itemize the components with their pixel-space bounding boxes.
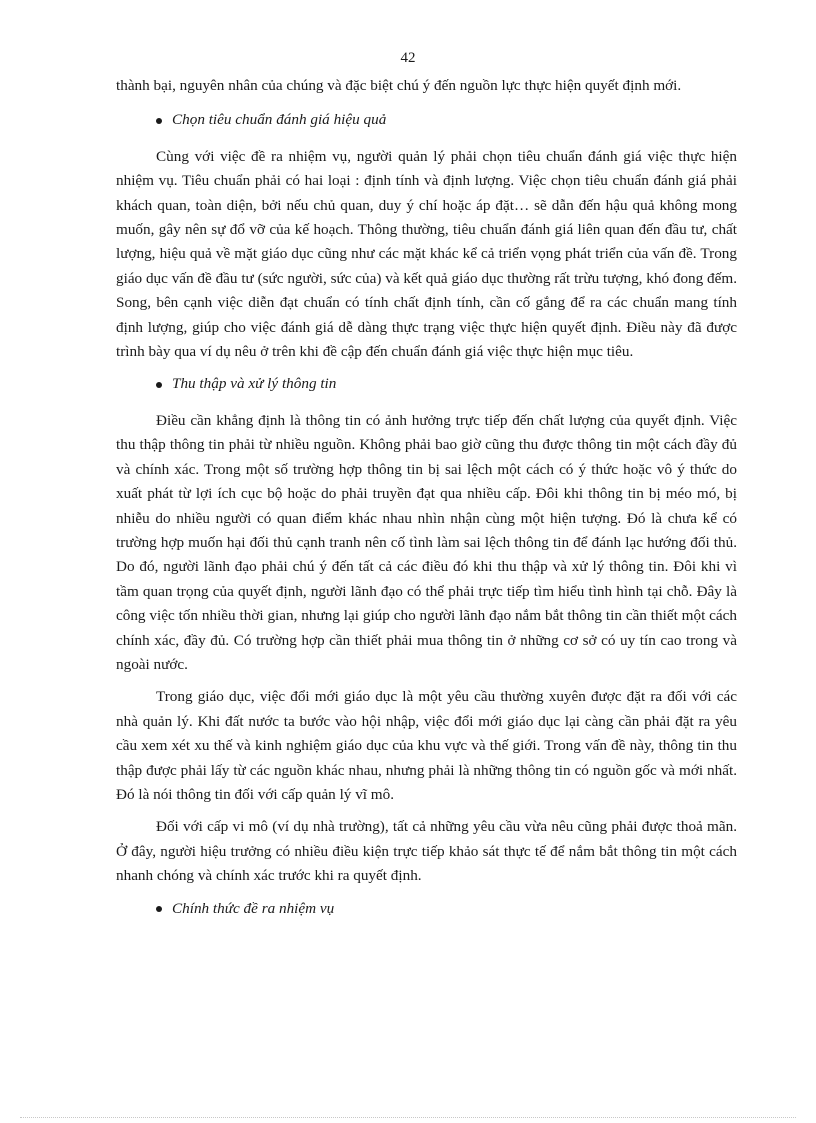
page-number: 42 bbox=[400, 50, 416, 66]
paragraph: Cùng với việc đề ra nhiệm vụ, người quản lý phải chọn tiêu chuẩn đánh giá việc thực hiện nhiệm vụ. Tiêu chuẩn phải có hai loại : định tính và định lượng. Việc chọn tiêu chuẩn đánh giá phải khách quan, toàn diện, bởi nếu chủ quan, duy ý chí hoặc áp đặt… sẽ dẫn đến hậu quả không mong muốn, gây nên sự đổ vỡ của kế hoạch. Thông thường, tiêu chuẩn đánh giá liên quan đến đầu tư, chất lượng, hiệu quả về mặt giáo dục cũng như các mặt khác kể cả triển vọng phát triển của vấn đề. Trong giáo dục vấn đề đầu tư (sức người, sức của) và kết quả giáo dục thường rất trừu tượng, khó đong đếm. Song, bên cạnh việc diễn đạt chuẩn có tính chất định tính, cần cố gắng để ra các chuẩn mang tính định lượng, giúp cho việc đánh giá dễ dàng thực trạng việc thực hiện quyết định. Điều này đã được trình bày qua ví dụ nêu ở trên khi đề cập đến chuẩn đánh giá việc thực hiện mục tiêu. bbox=[116, 147, 737, 361]
page-body bbox=[116, 74, 737, 933]
page-bottom-rule bbox=[20, 1117, 796, 1118]
paragraph: thành bại, nguyên nhân của chúng và đặc biệt chú ý đến nguồn lực thực hiện quyết định mới. bbox=[116, 77, 682, 94]
bullet-icon bbox=[156, 382, 162, 388]
bullet-heading-text: Thu thập và xử lý thông tin bbox=[172, 375, 337, 393]
paragraph: Đối với cấp vi mô (ví dụ nhà trường), tất cả những yêu cầu vừa nêu cũng phải được thoả mãn. Ở đây, người hiệu trưởng có nhiều điều kiện trực tiếp khảo sát thực tế để nắm bắt thông tin một cách nhanh chóng và chính xác trước khi ra quyết định. bbox=[116, 818, 737, 885]
paragraph: Điều cần khẳng định là thông tin có ảnh hưởng trực tiếp đến chất lượng của quyết định. Việc thu thập thông tin phải từ nhiều nguồn. Không phải bao giờ cũng thu được thông tin một cách đầy đủ và chính xác. Trong một số trường hợp thông tin bị sai lệch một cách có ý thức hoặc vô ý thức do xuất phát từ lợi ích cục bộ hoặc do phải truyền đạt qua nhiều cấp. Đôi khi thông tin bị méo mó, bị nhiễu do nhiều người có quan điểm khác nhau nhìn nhận cùng một hiện tượng. Đó là chưa kể có trường hợp muốn hại đối thủ cạnh tranh nên cố tình làm sai lệch thông tin để đánh lạc hướng đối thủ. Do đó, người lãnh đạo phải chú ý đến tất cả các điều đó khi thu thập và xử lý thông tin. Đôi khi vì tầm quan trọng của quyết định, người lãnh đạo có thể phải trực tiếp tìm hiểu tình hình tại chỗ. Đây là công việc tốn nhiều thời gian, nhưng lại giúp cho người lãnh đạo nắm bắt thông tin cần thiết một cách chính xác, đầy đủ. Có trường hợp cần thiết phải mua thông tin ở những cơ sở có uy tín cao trong và ngoài nước. bbox=[116, 411, 737, 673]
bullet-icon bbox=[156, 118, 162, 124]
paragraph: Trong giáo dục, việc đổi mới giáo dục là một yêu cầu thường xuyên được đặt ra đối với các nhà quản lý. Khi đất nước ta bước vào hội nhập, việc đổi mới giáo dục lại càng cần phải đặt ra yêu cầu xem xét xu thế và kinh nghiệm giáo dục của khu vực và thế giới. Trong vấn đề này, thông tin thu thập được phải lấy từ các nguồn khác nhau, nhưng phải là những thông tin có nguồn gốc và mới nhất. Đó là nói thông tin đối với cấp quản lý vĩ mô. bbox=[116, 688, 737, 803]
bullet-heading-criteria bbox=[156, 108, 737, 132]
bullet-heading-information bbox=[156, 372, 737, 396]
bullet-heading-tasks bbox=[156, 897, 737, 921]
bullet-heading-text: Chọn tiêu chuẩn đánh giá hiệu quả bbox=[172, 111, 387, 129]
bullet-icon bbox=[156, 906, 162, 912]
bullet-heading-text: Chính thức đề ra nhiệm vụ bbox=[172, 899, 335, 917]
